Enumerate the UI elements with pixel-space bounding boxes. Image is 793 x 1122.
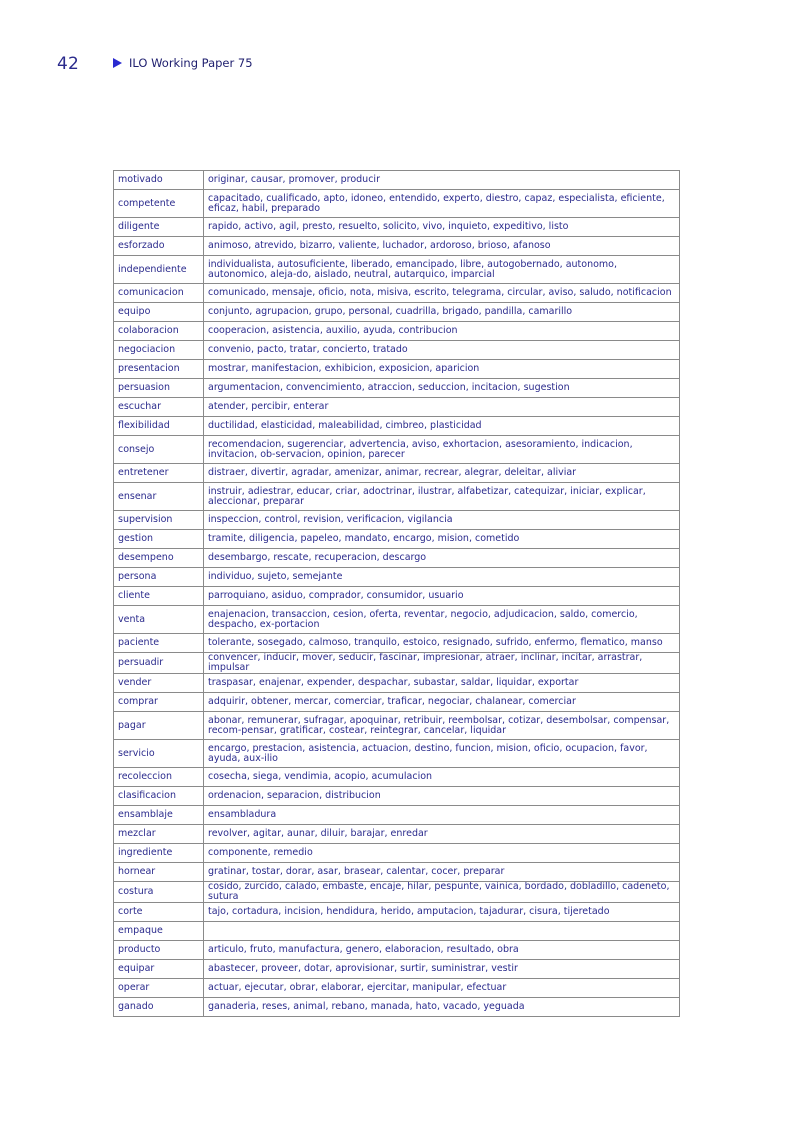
table-row xyxy=(114,379,680,398)
term-cell: entretener xyxy=(114,464,204,483)
running-head xyxy=(113,56,253,70)
term-cell: supervision xyxy=(114,511,204,530)
running-title: ILO Working Paper 75 xyxy=(129,56,253,70)
term-cell: competente xyxy=(114,190,204,218)
table-row xyxy=(114,190,680,218)
table-row xyxy=(114,998,680,1017)
synonyms-cell: atender, percibir, enterar xyxy=(204,398,680,417)
term-cell: diligente xyxy=(114,218,204,237)
term-cell: consejo xyxy=(114,436,204,464)
table-row xyxy=(114,530,680,549)
table-row xyxy=(114,960,680,979)
synonyms-cell xyxy=(204,922,680,941)
table-row xyxy=(114,284,680,303)
term-cell: ensenar xyxy=(114,483,204,511)
synonyms-cell: gratinar, tostar, dorar, asar, brasear, calentar, cocer, preparar xyxy=(204,863,680,882)
synonyms-cell: argumentacion, convencimiento, atraccion, seduccion, incitacion, sugestion xyxy=(204,379,680,398)
synonyms-cell: componente, remedio xyxy=(204,844,680,863)
table-row xyxy=(114,256,680,284)
term-cell: producto xyxy=(114,941,204,960)
synonyms-cell: cosido, zurcido, calado, embaste, encaje, hilar, pespunte, vainica, bordado, dobladillo, cadeneto, sutura xyxy=(204,882,680,903)
table-row xyxy=(114,844,680,863)
term-cell: comunicacion xyxy=(114,284,204,303)
synonyms-cell: conjunto, agrupacion, grupo, personal, cuadrilla, brigado, pandilla, camarillo xyxy=(204,303,680,322)
term-cell: motivado xyxy=(114,171,204,190)
synonyms-cell: articulo, fruto, manufactura, genero, elaboracion, resultado, obra xyxy=(204,941,680,960)
term-cell: operar xyxy=(114,979,204,998)
synonyms-cell: recomendacion, sugerenciar, advertencia, aviso, exhortacion, asesoramiento, indicacion, invitacion, ob-servacion, opinion, parecer xyxy=(204,436,680,464)
table-row xyxy=(114,303,680,322)
table-row xyxy=(114,398,680,417)
table-row xyxy=(114,903,680,922)
table-row xyxy=(114,740,680,768)
synonyms-cell: abastecer, proveer, dotar, aprovisionar, surtir, suministrar, vestir xyxy=(204,960,680,979)
table-row xyxy=(114,341,680,360)
synonyms-cell: distraer, divertir, agradar, amenizar, animar, recrear, alegrar, deleitar, aliviar xyxy=(204,464,680,483)
table-row xyxy=(114,653,680,674)
synonyms-cell: actuar, ejecutar, obrar, elaborar, ejercitar, manipular, efectuar xyxy=(204,979,680,998)
term-cell: ingrediente xyxy=(114,844,204,863)
term-cell: escuchar xyxy=(114,398,204,417)
term-cell: ganado xyxy=(114,998,204,1017)
synonyms-cell: revolver, agitar, aunar, diluir, barajar, enredar xyxy=(204,825,680,844)
term-cell: negociacion xyxy=(114,341,204,360)
table-row xyxy=(114,218,680,237)
synonyms-cell: tajo, cortadura, incision, hendidura, herido, amputacion, tajadurar, cisura, tijeretado xyxy=(204,903,680,922)
table-row xyxy=(114,979,680,998)
synonyms-cell: originar, causar, promover, producir xyxy=(204,171,680,190)
term-cell: persona xyxy=(114,568,204,587)
synonyms-cell: ductilidad, elasticidad, maleabilidad, cimbreo, plasticidad xyxy=(204,417,680,436)
term-cell: recoleccion xyxy=(114,768,204,787)
term-cell: equipo xyxy=(114,303,204,322)
term-cell: equipar xyxy=(114,960,204,979)
synonyms-cell: comunicado, mensaje, oficio, nota, misiva, escrito, telegrama, circular, aviso, saludo, notificacion xyxy=(204,284,680,303)
term-cell: corte xyxy=(114,903,204,922)
table-row xyxy=(114,712,680,740)
term-cell: pagar xyxy=(114,712,204,740)
table-row xyxy=(114,511,680,530)
table-row xyxy=(114,237,680,256)
table-row xyxy=(114,483,680,511)
synonyms-cell: enajenacion, transaccion, cesion, oferta, reventar, negocio, adjudicacion, saldo, comercio, despacho, ex-portacion xyxy=(204,606,680,634)
term-cell: desempeno xyxy=(114,549,204,568)
table-row xyxy=(114,568,680,587)
term-cell: empaque xyxy=(114,922,204,941)
synonyms-cell: convencer, inducir, mover, seducir, fascinar, impresionar, atraer, inclinar, incitar, arrastrar, impulsar xyxy=(204,653,680,674)
synonyms-cell: individuo, sujeto, semejante xyxy=(204,568,680,587)
synonyms-cell: cosecha, siega, vendimia, acopio, acumulacion xyxy=(204,768,680,787)
synonyms-cell: tolerante, sosegado, calmoso, tranquilo, estoico, resignado, sufrido, enfermo, flematico, manso xyxy=(204,634,680,653)
triangle-marker-icon xyxy=(113,58,122,68)
synonyms-cell: ordenacion, separacion, distribucion xyxy=(204,787,680,806)
term-cell: persuasion xyxy=(114,379,204,398)
term-cell: vender xyxy=(114,674,204,693)
table-row xyxy=(114,768,680,787)
table-row xyxy=(114,634,680,653)
table-row xyxy=(114,787,680,806)
synonyms-cell: traspasar, enajenar, expender, despachar, subastar, saldar, liquidar, exportar xyxy=(204,674,680,693)
synonyms-cell: inspeccion, control, revision, verificacion, vigilancia xyxy=(204,511,680,530)
synonyms-cell: tramite, diligencia, papeleo, mandato, encargo, mision, cometido xyxy=(204,530,680,549)
term-cell: paciente xyxy=(114,634,204,653)
synonyms-cell: cooperacion, asistencia, auxilio, ayuda, contribucion xyxy=(204,322,680,341)
term-cell: flexibilidad xyxy=(114,417,204,436)
table-row xyxy=(114,922,680,941)
table-row xyxy=(114,693,680,712)
term-cell: hornear xyxy=(114,863,204,882)
synonyms-cell: parroquiano, asiduo, comprador, consumidor, usuario xyxy=(204,587,680,606)
table-row xyxy=(114,436,680,464)
table-row xyxy=(114,825,680,844)
term-cell: ensamblaje xyxy=(114,806,204,825)
synonyms-cell: desembargo, rescate, recuperacion, descargo xyxy=(204,549,680,568)
table-row xyxy=(114,941,680,960)
synonyms-cell: convenio, pacto, tratar, concierto, tratado xyxy=(204,341,680,360)
synonyms-cell: capacitado, cualificado, apto, idoneo, entendido, experto, diestro, capaz, especialista, eficiente, eficaz, habil, preparado xyxy=(204,190,680,218)
synonym-table xyxy=(113,170,680,1017)
term-cell: costura xyxy=(114,882,204,903)
table-row xyxy=(114,171,680,190)
synonyms-cell: animoso, atrevido, bizarro, valiente, luchador, ardoroso, brioso, afanoso xyxy=(204,237,680,256)
term-cell: independiente xyxy=(114,256,204,284)
table-row xyxy=(114,549,680,568)
synonyms-cell: encargo, prestacion, asistencia, actuacion, destino, funcion, mision, oficio, ocupacion, favor, ayuda, aux-ilio xyxy=(204,740,680,768)
term-cell: presentacion xyxy=(114,360,204,379)
term-cell: persuadir xyxy=(114,653,204,674)
term-cell: comprar xyxy=(114,693,204,712)
term-cell: clasificacion xyxy=(114,787,204,806)
table-row xyxy=(114,674,680,693)
term-cell: venta xyxy=(114,606,204,634)
synonyms-cell: individualista, autosuficiente, liberado, emancipado, libre, autogobernado, autonomo, autonomico, aleja-do, aislado, neutral, autarquico, imparcial xyxy=(204,256,680,284)
synonyms-cell: adquirir, obtener, mercar, comerciar, traficar, negociar, chalanear, comerciar xyxy=(204,693,680,712)
page-number: 42 xyxy=(57,54,80,74)
synonyms-cell: rapido, activo, agil, presto, resuelto, solicito, vivo, inquieto, expeditivo, listo xyxy=(204,218,680,237)
term-cell: gestion xyxy=(114,530,204,549)
term-cell: cliente xyxy=(114,587,204,606)
synonyms-cell: mostrar, manifestacion, exhibicion, exposicion, aparicion xyxy=(204,360,680,379)
synonyms-cell: abonar, remunerar, sufragar, apoquinar, retribuir, reembolsar, cotizar, desembolsar, compensar, recom-pensar, gratificar, costear, reintegrar, cancelar, liquidar xyxy=(204,712,680,740)
table-row xyxy=(114,587,680,606)
synonym-table-body xyxy=(114,171,680,1017)
table-row xyxy=(114,806,680,825)
synonyms-cell: ganaderia, reses, animal, rebano, manada, hato, vacado, yeguada xyxy=(204,998,680,1017)
synonyms-cell: instruir, adiestrar, educar, criar, adoctrinar, ilustrar, alfabetizar, catequizar, iniciar, explicar, aleccionar, preparar xyxy=(204,483,680,511)
synonyms-cell: ensambladura xyxy=(204,806,680,825)
table-row xyxy=(114,606,680,634)
table-row xyxy=(114,417,680,436)
table-row xyxy=(114,360,680,379)
table-row xyxy=(114,322,680,341)
term-cell: colaboracion xyxy=(114,322,204,341)
table-row xyxy=(114,882,680,903)
term-cell: esforzado xyxy=(114,237,204,256)
table-row xyxy=(114,464,680,483)
term-cell: servicio xyxy=(114,740,204,768)
term-cell: mezclar xyxy=(114,825,204,844)
table-row xyxy=(114,863,680,882)
